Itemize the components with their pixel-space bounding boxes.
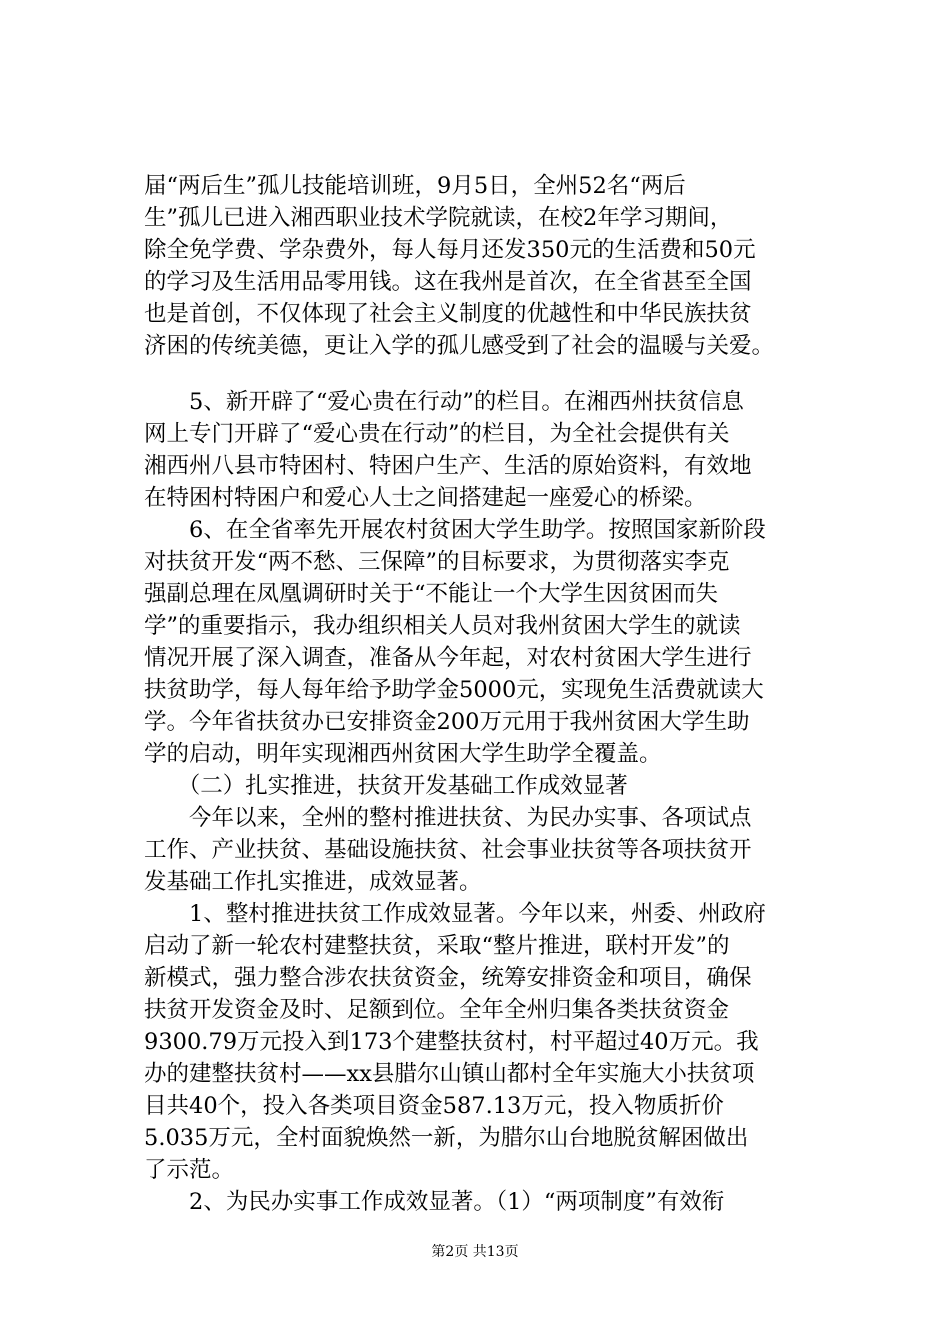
text-line: 生”孤儿已进入湘西职业技术学院就读，在校2年学习期间， [144,205,733,231]
body-text [144,170,834,1218]
text-line: 学。今年省扶贫办已安排资金200万元用于我州贫困大学生助 [144,709,750,735]
text-line: 湘西州八县市特困村、特困户生产、生活的原始资料，有效地 [144,453,752,479]
text-line: 工作、产业扶贫、基础设施扶贫、社会事业扶贫等各项扶贫开 [144,837,752,863]
text-line: 在特困村特困户和爱心人士之间搭建起一座爱心的桥梁。 [144,485,707,511]
text-line: 6、在全省率先开展农村贫困大学生助学。按照国家新阶段 [144,517,766,543]
text-line: 9300.79万元投入到173个建整扶贫村，村平超过40万元。我 [144,1029,759,1055]
text-line: 学的启动，明年实现湘西州贫困大学生助学全覆盖。 [144,741,662,767]
page-footer: 第2页 共13页 [431,1244,519,1260]
text-line: 的学习及生活用品零用钱。这在我州是首次，在全省甚至全国 [144,269,752,295]
text-line: 也是首创，不仅体现了社会主义制度的优越性和中华民族扶贫 [144,301,752,327]
text-line: 5.035万元，全村面貌焕然一新，为腊尔山台地脱贫解困做出 [144,1125,749,1151]
text-line: 发基础工作扎实推进，成效显著。 [144,869,482,895]
text-line: 了示范。 [144,1157,235,1183]
text-line: 目共40个，投入各类项目资金587.13万元，投入物质折价 [144,1093,724,1119]
section-heading: （二）扎实推进，扶贫开发基础工作成效显著 [144,773,628,799]
text-line: 今年以来，全州的整村推进扶贫、为民办实事、各项试点 [144,805,752,831]
text-line: 启动了新一轮农村建整扶贫，采取“整片推进，联村开发”的 [144,933,730,959]
text-line: 济困的传统美德，更让入学的孤儿感受到了社会的温暖与关爱。 [144,333,775,359]
text-line: 扶贫开发资金及时、足额到位。全年全州归集各类扶贫资金 [144,997,730,1023]
text-line: 2、为民办实事工作成效显著。（1）“两项制度”有效衔 [144,1189,725,1215]
text-line: 扶贫助学，每人每年给予助学金5000元，实现免生活费就读大 [144,677,764,703]
text-line: 网上专门开辟了“爱心贵在行动”的栏目，为全社会提供有关 [144,421,730,447]
text-line: 对扶贫开发“两不愁、三保障”的目标要求，为贯彻落实李克 [144,549,730,575]
paragraph-gap [144,362,834,386]
text-line: 情况开展了深入调查，准备从今年起，对农村贫困大学生进行 [144,645,752,671]
text-line: 5、新开辟了“爱心贵在行动”的栏目。在湘西州扶贫信息 [144,389,744,415]
text-line: 办的建整扶贫村——xx县腊尔山镇山都村全年实施大小扶贫项 [144,1061,755,1087]
text-line: 除全免学费、学杂费外，每人每月还发350元的生活费和50元 [144,237,756,263]
text-line: 1、整村推进扶贫工作成效显著。今年以来，州委、州政府 [144,901,766,927]
text-line: 届“两后生”孤儿技能培训班，9月5日，全州52名“两后 [144,173,686,199]
text-line: 强副总理在凤凰调研时关于“不能让一个大学生因贫困而失 [144,581,719,607]
text-line: 新模式，强力整合涉农扶贫资金，统筹安排资金和项目，确保 [144,965,752,991]
text-line: 学”的重要指示，我办组织相关人员对我州贫困大学生的就读 [144,613,741,639]
